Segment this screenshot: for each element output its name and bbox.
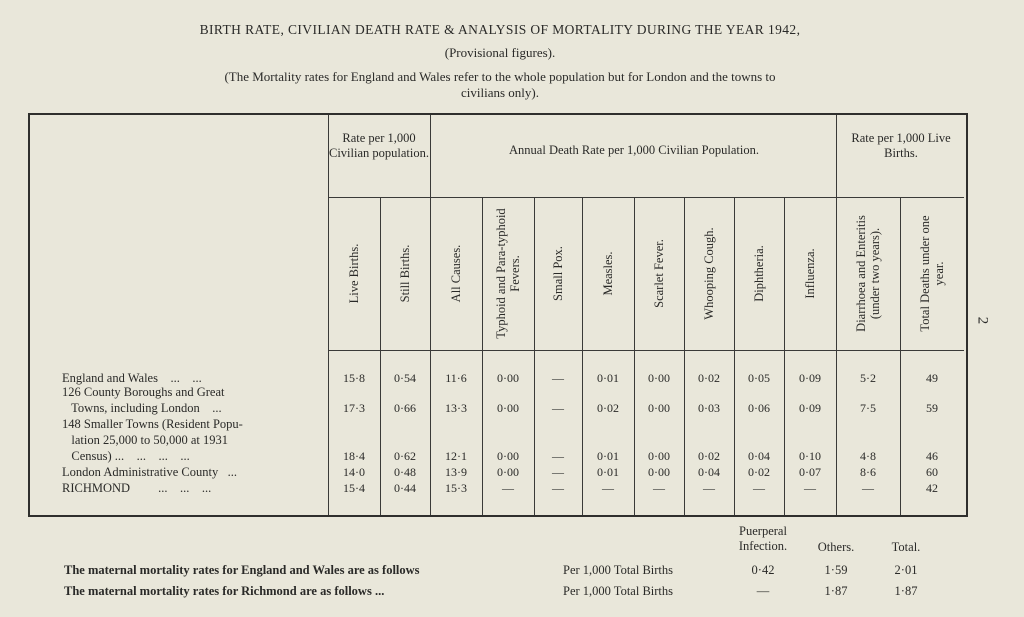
table-cell: 0·01 (597, 449, 619, 463)
column-header: Total Deaths under one year. (918, 215, 946, 332)
maternal-row-total: 2·01 (894, 563, 918, 577)
group-header-rate-live: Rate per 1,000 Live Births. (851, 131, 951, 160)
maternal-header-puerperal (718, 524, 808, 554)
table-cell: 4·8 (860, 449, 876, 463)
maternal-row-others: 1·59 (824, 563, 848, 577)
table-cell: — (804, 481, 816, 495)
table-cell: 0·02 (748, 465, 770, 479)
table-cell: 0·00 (648, 449, 670, 463)
table-header-rule (328, 197, 964, 198)
page-number: 2 (974, 316, 991, 325)
table-cell: 0·01 (597, 371, 619, 385)
table-cell: 0·48 (394, 465, 416, 479)
table-cell: 0·04 (748, 449, 770, 463)
table-cell: 0·00 (497, 371, 519, 385)
table-cell: — (552, 371, 564, 385)
table-cell: 0·04 (698, 465, 720, 479)
table-cell: — (862, 481, 874, 495)
table-cell: 0·09 (799, 371, 821, 385)
table-cell: 0·02 (597, 401, 619, 415)
column-header: Small Pox. (551, 246, 565, 301)
column-header: Whooping Cough. (702, 227, 716, 320)
table-cell: 46 (926, 449, 938, 463)
table-cell: — (602, 481, 614, 495)
table-cell: 0·06 (748, 401, 770, 415)
column-header: Measles. (601, 251, 615, 296)
table-cell: 11·6 (445, 371, 467, 385)
table-cell: — (753, 481, 765, 495)
table-cell: 0·00 (497, 465, 519, 479)
table-cell: 14·0 (343, 465, 365, 479)
column-header: Influenza. (803, 248, 817, 299)
note-line-1: (The Mortality rates for England and Wales refer to the whole population but for London and the towns to (224, 69, 776, 84)
table-cell: 7·5 (860, 401, 876, 415)
table-cell: 18·4 (343, 449, 365, 463)
table-cell: 0·05 (748, 371, 770, 385)
maternal-header-puerperal-line2: Infection. (738, 539, 788, 553)
maternal-row-total: 1·87 (894, 584, 918, 598)
table-cell: 0·00 (497, 401, 519, 415)
table-header-rule (328, 350, 964, 351)
table-cell: 0·00 (648, 371, 670, 385)
table-cell: 15·8 (343, 371, 365, 385)
table-cell: — (552, 481, 564, 495)
maternal-row-puerperal: 0·42 (751, 563, 775, 577)
table-cell: 5·2 (860, 371, 876, 385)
table-cell: 0·44 (394, 481, 416, 495)
table-cell: 0·07 (799, 465, 821, 479)
group-header-rate-civilian: Rate per 1,000 Civilian population. (329, 131, 429, 160)
document-subtitle: (Provisional figures). (444, 45, 556, 60)
table-cell: — (653, 481, 665, 495)
table-cell: — (552, 449, 564, 463)
row-label: Towns, including London ... (62, 401, 222, 415)
table-cell: 59 (926, 401, 938, 415)
column-header: Still Births. (398, 244, 412, 303)
table-cell: 15·4 (343, 481, 365, 495)
table-cell: 42 (926, 481, 938, 495)
maternal-header-puerperal-line1: Puerperal (739, 524, 787, 538)
group-header-annual-death: Annual Death Rate per 1,000 Civilian Population. (509, 143, 759, 157)
maternal-row-label: The maternal mortality rates for Richmond are as follows ... (64, 584, 385, 598)
row-label: England and Wales ... ... (62, 371, 202, 385)
table-cell: 13·3 (445, 401, 467, 415)
row-label: 148 Smaller Towns (Resident Popu- (62, 417, 243, 431)
table-cell: 0·02 (698, 371, 720, 385)
row-label: lation 25,000 to 50,000 at 1931 (62, 433, 228, 447)
table-cell: 0·00 (497, 449, 519, 463)
table-cell: 49 (926, 371, 938, 385)
maternal-row-basis: Per 1,000 Total Births (563, 563, 674, 577)
column-header: Scarlet Fever. (652, 239, 666, 308)
column-header: Diphtheria. (752, 245, 766, 302)
maternal-row-label: The maternal mortality rates for England and Wales are as follows (64, 563, 420, 577)
document-note (95, 69, 905, 101)
table-cell: — (502, 481, 514, 495)
maternal-header-total: Total. (891, 540, 921, 554)
table-cell: 0·00 (648, 401, 670, 415)
table-cell: — (552, 465, 564, 479)
table-cell: 0·00 (648, 465, 670, 479)
maternal-row-basis: Per 1,000 Total Births (563, 584, 674, 598)
table-cell: — (703, 481, 715, 495)
table-cell: 0·01 (597, 465, 619, 479)
row-label: 126 County Boroughs and Great (62, 385, 225, 399)
row-label: Census) ... ... ... ... (62, 449, 190, 463)
table-cell: 17·3 (343, 401, 365, 415)
table-cell: — (552, 401, 564, 415)
table-cell: 0·02 (698, 449, 720, 463)
table-cell: 0·10 (799, 449, 821, 463)
table-cell: 60 (926, 465, 938, 479)
column-header: Typhoid and Para-typhoid Fevers. (494, 208, 522, 339)
table-cell: 0·66 (394, 401, 416, 415)
table-cell: 0·62 (394, 449, 416, 463)
maternal-header-others: Others. (817, 540, 855, 554)
table-cell: 13·9 (445, 465, 467, 479)
maternal-row-others: 1·87 (824, 584, 848, 598)
column-header: Live Births. (347, 243, 361, 304)
table-cell: 0·03 (698, 401, 720, 415)
table-cell: 12·1 (445, 449, 467, 463)
table-cell: 0·54 (394, 371, 416, 385)
table-cell: 8·6 (860, 465, 876, 479)
table-cell: 15·3 (445, 481, 467, 495)
row-label: London Administrative County ... (62, 465, 237, 479)
maternal-row-puerperal: — (756, 584, 770, 598)
note-line-2: civilians only). (461, 85, 539, 100)
column-header: Diarrhoea and Enteritis (under two years). (854, 215, 882, 332)
row-label: RICHMOND ... ... ... (62, 481, 212, 495)
document-title: BIRTH RATE, CIVILIAN DEATH RATE & ANALYSIS OF MORTALITY DURING THE YEAR 1942, (199, 22, 801, 37)
table-cell: 0·09 (799, 401, 821, 415)
column-header: All Causes. (449, 244, 463, 303)
